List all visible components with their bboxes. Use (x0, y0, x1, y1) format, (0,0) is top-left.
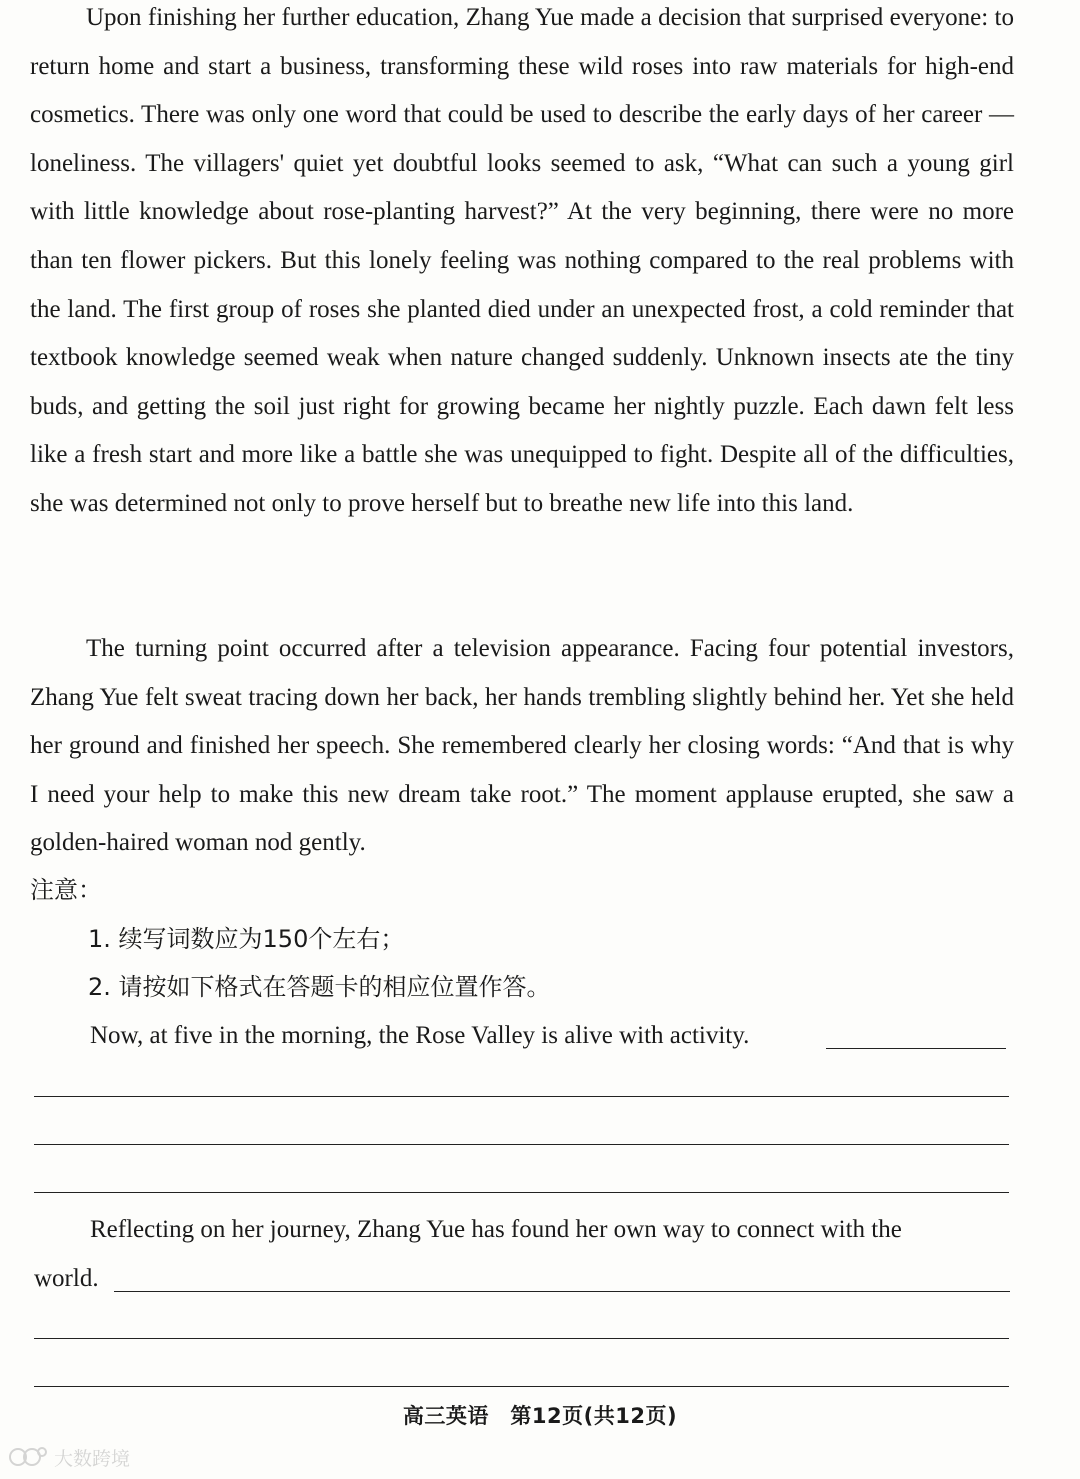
answer-line (34, 1144, 1009, 1145)
note-item-2: 2. 请按如下格式在答题卡的相应位置作答。 (88, 973, 551, 1001)
continuation-prompt-1: Now, at five in the morning, the Rose Valley is alive with activity. (90, 1022, 750, 1049)
story-paragraph-2: The turning point occurred after a television appearance. Facing four potential investors, Zhang Yue felt sweat tracing down her back, her hands trembling slightly behind her. Yet she held her ground and finished her speech. She remembered clearly her closing words: “And that is why I need your help to make this new dream take root.” The moment applause erupted, she saw a golden-haired woman nod gently. (30, 635, 1014, 857)
answer-blank-inline-2 (114, 1291, 1010, 1292)
watermark-logo-icon (8, 1445, 48, 1469)
answer-line (34, 1192, 1009, 1193)
notes-title: 注意： (30, 876, 102, 904)
continuation-prompt-2: Reflecting on her journey, Zhang Yue has found her own way to connect with the (90, 1216, 902, 1243)
watermark-text: 大数跨境 (54, 1447, 131, 1470)
answer-line (34, 1386, 1009, 1387)
answer-blank-inline-1 (826, 1048, 1006, 1049)
note-item-1: 1. 续写词数应为150个左右； (88, 925, 405, 953)
answer-line (34, 1096, 1009, 1097)
continuation-prompt-2-end: world. (34, 1265, 99, 1292)
answer-line (34, 1338, 1009, 1339)
page-footer: 高三英语 第12页(共12页) (402, 1404, 678, 1428)
watermark (8, 1442, 130, 1472)
story-paragraph-1: Upon finishing her further education, Zhang Yue made a decision that surprised everyone: to return home and start a business, transforming these wild roses into raw materials for high-end cosmetics. There was only one word that could be used to describe the early days of her career — loneliness. The villagers' quiet yet doubtful looks seemed to ask, “What can such a young girl with little knowledge about rose-planting harvest?” At the very beginning, there were no more than ten flower pickers. But this lonely feeling was nothing compared to the real problems with the land. The first group of roses she planted died under an unexpected frost, a cold reminder that textbook knowledge seemed weak when nature changed suddenly. Unknown insects ate the tiny buds, and getting the soil just right for growing became her nightly puzzle. Each dawn felt less like a fresh start and more like a battle she was unequipped to fight. Despite all of the difficulties, she was determined not only to prove herself but to breathe new life into this land. (30, 4, 1014, 517)
